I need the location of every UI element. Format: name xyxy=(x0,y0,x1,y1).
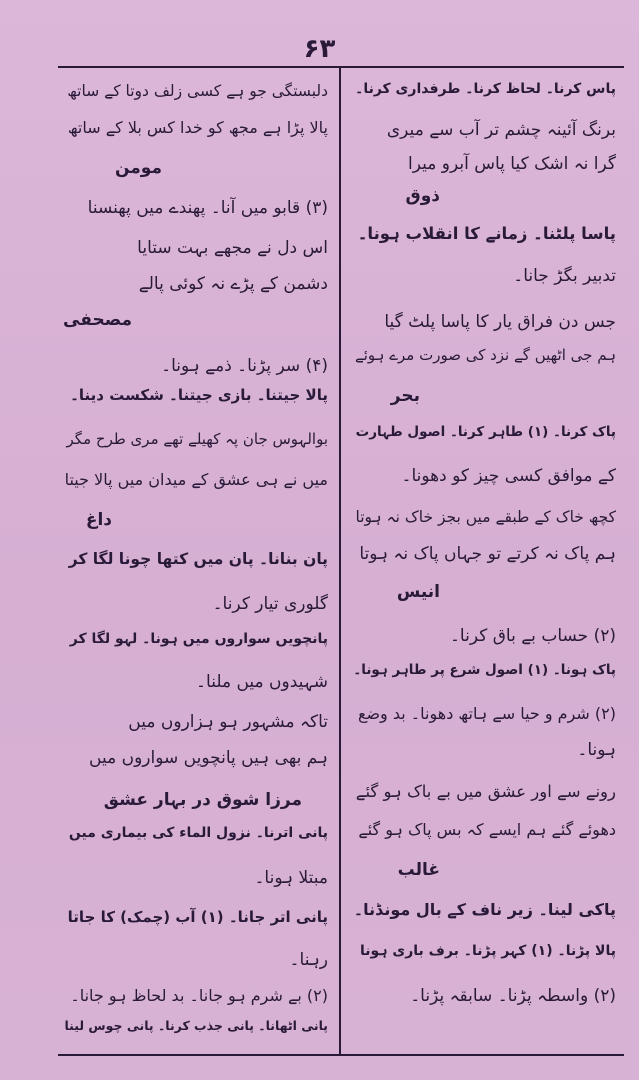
definition-line: تدبیر بگڑ جانا۔ xyxy=(513,266,616,286)
verse-line: برنگ آئینہ چشم تر آب سے میری xyxy=(386,120,616,140)
headword-entry: پالا جیتنا۔ بازی جیتنا۔ شکست دینا۔ xyxy=(70,386,328,404)
bottom-rule xyxy=(58,1054,624,1056)
headword-entry: پانی اترنا۔ نزول الماء کی بیماری میں xyxy=(68,825,328,841)
verse-line: پالا پڑا ہے مجھ کو خدا کس بلا کے ساتھ xyxy=(67,118,328,137)
headword-entry: پانی اتر جانا۔ (۱) آب (چمک) کا جاتا xyxy=(67,908,328,926)
definition-line: شہیدوں میں ملنا۔ xyxy=(196,672,328,692)
headword-entry: پاک کرنا۔ (۱) طاہر کرنا۔ اصول طہارت xyxy=(355,424,616,440)
definition-line: رہنا۔ xyxy=(289,950,328,970)
poet-name: انیس xyxy=(396,582,440,602)
verse-line: کچھ خاک کے طبقے میں بجز خاک نہ ہوتا xyxy=(355,508,616,526)
verse-line: دلبستگی جو ہے کسی زلف دوتا کے ساتھ xyxy=(67,82,328,100)
verse-line: دھوئے گئے ہم ایسے کہ بس پاک ہو گئے xyxy=(358,820,616,839)
page-number: ۶۳ xyxy=(303,34,336,64)
definition-line: (۴) سر پڑنا۔ ذمے ہونا۔ xyxy=(161,356,328,376)
verse-line: ہم جی اٹھیں گے نزد کی صورت مرے ہوئے xyxy=(354,346,616,364)
verse-line: جس دن فراق یار کا پاسا پلٹ گیا xyxy=(384,312,616,332)
top-rule xyxy=(58,66,624,68)
definition-line: (۲) حساب بے باق کرنا۔ xyxy=(449,626,616,646)
definition-line: (۲) بے شرم ہو جانا۔ بد لحاظ ہو جانا۔ xyxy=(70,986,328,1005)
verse-line: گرا نہ اشک کیا پاس آبرو میرا xyxy=(408,154,616,174)
definition-line: (۲) شرم و حیا سے ہاتھ دھونا۔ بد وضع xyxy=(357,704,616,723)
headword-entry: پاکی لینا۔ زیر ناف کے بال مونڈنا۔ xyxy=(353,900,616,919)
definition-line: ہونا۔ xyxy=(577,740,616,760)
headword-entry: پاسا پلٹنا۔ زمانے کا انقلاب ہونا۔ xyxy=(357,224,616,243)
right-column xyxy=(348,70,620,1050)
verse-line: میں نے ہی عشق کے میدان میں پالا جیتا xyxy=(64,470,328,489)
verse-line: بوالہوس جان پہ کھیلے تھے مری طرح مگر xyxy=(66,430,328,448)
verse-line: اس دل نے مجھے بہت ستایا xyxy=(137,238,328,258)
poet-name: مرزا شوق در بہار عشق xyxy=(103,790,302,810)
poet-name: ذوق xyxy=(405,186,440,206)
verse-line: ہم بھی ہیں پانچویں سواروں میں xyxy=(89,748,328,768)
headword-entry: پاک ہونا۔ (۱) اصول شرع پر طاہر ہونا۔ xyxy=(353,662,616,678)
headword-entry: پالا پڑنا۔ (۱) کہر پڑنا۔ برف باری ہونا xyxy=(360,943,616,959)
definition-line: گلوری تیار کرنا۔ xyxy=(212,594,328,614)
headword-entry: پانی اٹھانا۔ پانی جذب کرنا۔ پانی چوس لینا xyxy=(64,1018,328,1033)
verse-line: رونے سے اور عشق میں بے باک ہو گئے xyxy=(355,782,616,801)
poet-name: غالب xyxy=(397,860,440,880)
poet-name: بحر xyxy=(390,386,420,406)
poet-name: داغ xyxy=(85,510,112,530)
headword-entry: پاس کرنا۔ لحاظ کرنا۔ طرفداری کرنا۔ xyxy=(355,81,616,97)
headword-entry: پان بنانا۔ پان میں کتھا چونا لگا کر xyxy=(68,550,328,568)
verse-line: ہم پاک نہ کرتے تو جہاں پاک نہ ہوتا xyxy=(359,544,616,564)
poet-name: مومن xyxy=(114,158,162,178)
verse-line: تاکہ مشہور ہو ہزاروں میں xyxy=(128,712,328,732)
headword-entry: پانچویں سواروں میں ہونا۔ لہو لگا کر xyxy=(69,631,328,647)
verse-line: دشمن کے پڑے نہ کوئی پالے xyxy=(138,274,328,294)
poet-name: مصحفی xyxy=(63,310,132,330)
definition-line: کے موافق کسی چیز کو دھونا۔ xyxy=(401,466,616,486)
definition-line: مبتلا ہونا۔ xyxy=(254,868,328,888)
definition-line: (۳) قابو میں آنا۔ پھندے میں پھنسنا xyxy=(87,198,328,218)
definition-line: (۲) واسطہ پڑنا۔ سابقہ پڑنا۔ xyxy=(410,986,616,1006)
left-column xyxy=(60,70,332,1050)
column-divider xyxy=(339,66,341,1054)
